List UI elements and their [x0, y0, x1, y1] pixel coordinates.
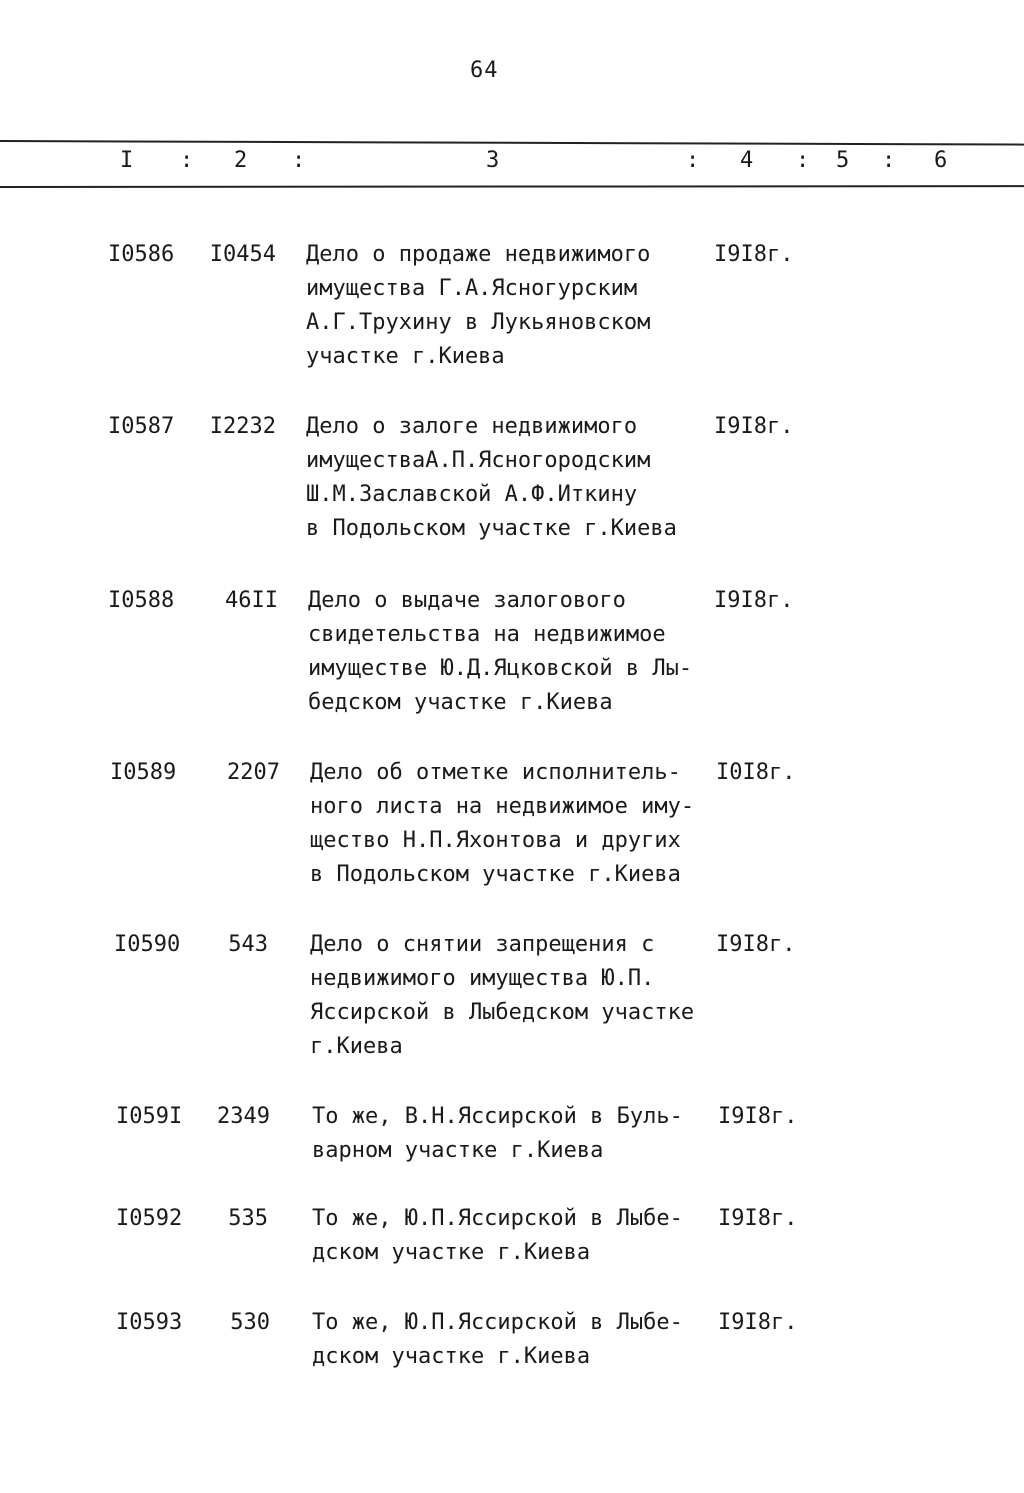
- description-line: щество Н.П.Яхонтова и других: [310, 828, 681, 853]
- record-description: [312, 1306, 683, 1374]
- record-year: I9I8г.: [714, 242, 794, 267]
- column-separator: :: [686, 148, 700, 173]
- page-number: 64: [470, 58, 499, 83]
- header-top-rule: [0, 140, 1024, 146]
- description-line: Дело об отметке исполнитель-: [310, 760, 681, 785]
- old-record-number: 46II: [225, 588, 278, 613]
- record-description: [306, 238, 650, 374]
- record-description: [306, 410, 677, 546]
- column-header-3: 3: [486, 148, 500, 173]
- record-year: I0I8г.: [716, 760, 796, 785]
- description-line: участке г.Киева: [306, 344, 505, 369]
- record-number: I0590: [114, 932, 181, 957]
- description-line: Дело о снятии запрещения с: [310, 932, 655, 957]
- description-line: Яссирской в Лыбедском участке: [310, 1000, 695, 1025]
- old-record-number: 535: [228, 1206, 268, 1231]
- record-number: I0589: [110, 760, 177, 785]
- record-year: I9I8г.: [718, 1310, 798, 1335]
- column-header-4: 4: [740, 148, 754, 173]
- record-description: [308, 584, 692, 720]
- record-number: I0587: [108, 414, 175, 439]
- description-line: дском участке г.Киева: [312, 1240, 591, 1265]
- description-line: То же, Ю.П.Яссирской в Лыбе-: [312, 1206, 683, 1231]
- description-line: Дело о залоге недвижимого: [306, 414, 638, 439]
- old-record-number: 2349: [217, 1104, 270, 1129]
- description-line: в Подольском участке г.Киева: [310, 862, 681, 887]
- description-line: в Подольском участке г.Киева: [306, 516, 677, 541]
- record-year: I9I8г.: [714, 414, 794, 439]
- column-header-2: 2: [234, 148, 248, 173]
- description-line: имуществаА.П.Ясногородским: [306, 448, 651, 473]
- column-header-6: 6: [934, 148, 948, 173]
- description-line: бедском участке г.Киева: [308, 690, 613, 715]
- column-separator: :: [180, 148, 194, 173]
- record-description: [310, 756, 694, 892]
- record-number: I059I: [116, 1104, 183, 1129]
- description-line: Дело о выдаче залогового: [308, 588, 626, 613]
- description-line: недвижимого имущества Ю.П.: [310, 966, 655, 991]
- record-number: I0593: [116, 1310, 183, 1335]
- record-number: I0588: [108, 588, 175, 613]
- description-line: варном участке г.Киева: [312, 1138, 604, 1163]
- column-separator: :: [796, 148, 810, 173]
- record-year: I9I8г.: [718, 1206, 798, 1231]
- column-separator: :: [882, 148, 896, 173]
- description-line: А.Г.Трухину в Лукьяновском: [306, 310, 651, 335]
- description-line: Ш.М.Заславской А.Ф.Иткину: [306, 482, 638, 507]
- old-record-number: I2232: [209, 414, 276, 439]
- record-number: I0586: [108, 242, 175, 267]
- record-year: I9I8г.: [716, 932, 796, 957]
- description-line: дском участке г.Киева: [312, 1344, 591, 1369]
- description-line: Дело о продаже недвижимого: [306, 242, 651, 267]
- old-record-number: 2207: [227, 760, 280, 785]
- description-line: свидетельства на недвижимое: [308, 622, 666, 647]
- record-description: [312, 1100, 683, 1168]
- record-number: I0592: [116, 1206, 183, 1231]
- description-line: То же, Ю.П.Яссирской в Лыбе-: [312, 1310, 683, 1335]
- record-year: I9I8г.: [718, 1104, 798, 1129]
- description-line: имуществе Ю.Д.Яцковской в Лы-: [308, 656, 693, 681]
- description-line: ного листа на недвижимое иму-: [310, 794, 695, 819]
- old-record-number: 543: [228, 932, 268, 957]
- column-separator: :: [292, 148, 306, 173]
- record-description: [310, 928, 694, 1064]
- old-record-number: I0454: [209, 242, 276, 267]
- header-bottom-rule: [0, 185, 1024, 188]
- old-record-number: 530: [230, 1310, 270, 1335]
- description-line: имущества Г.А.Ясногурским: [306, 276, 638, 301]
- column-header-1: I: [120, 148, 134, 173]
- column-header-5: 5: [836, 148, 850, 173]
- description-line: То же, В.Н.Яссирской в Буль-: [312, 1104, 683, 1129]
- description-line: г.Киева: [310, 1034, 403, 1059]
- record-description: [312, 1202, 683, 1270]
- record-year: I9I8г.: [714, 588, 794, 613]
